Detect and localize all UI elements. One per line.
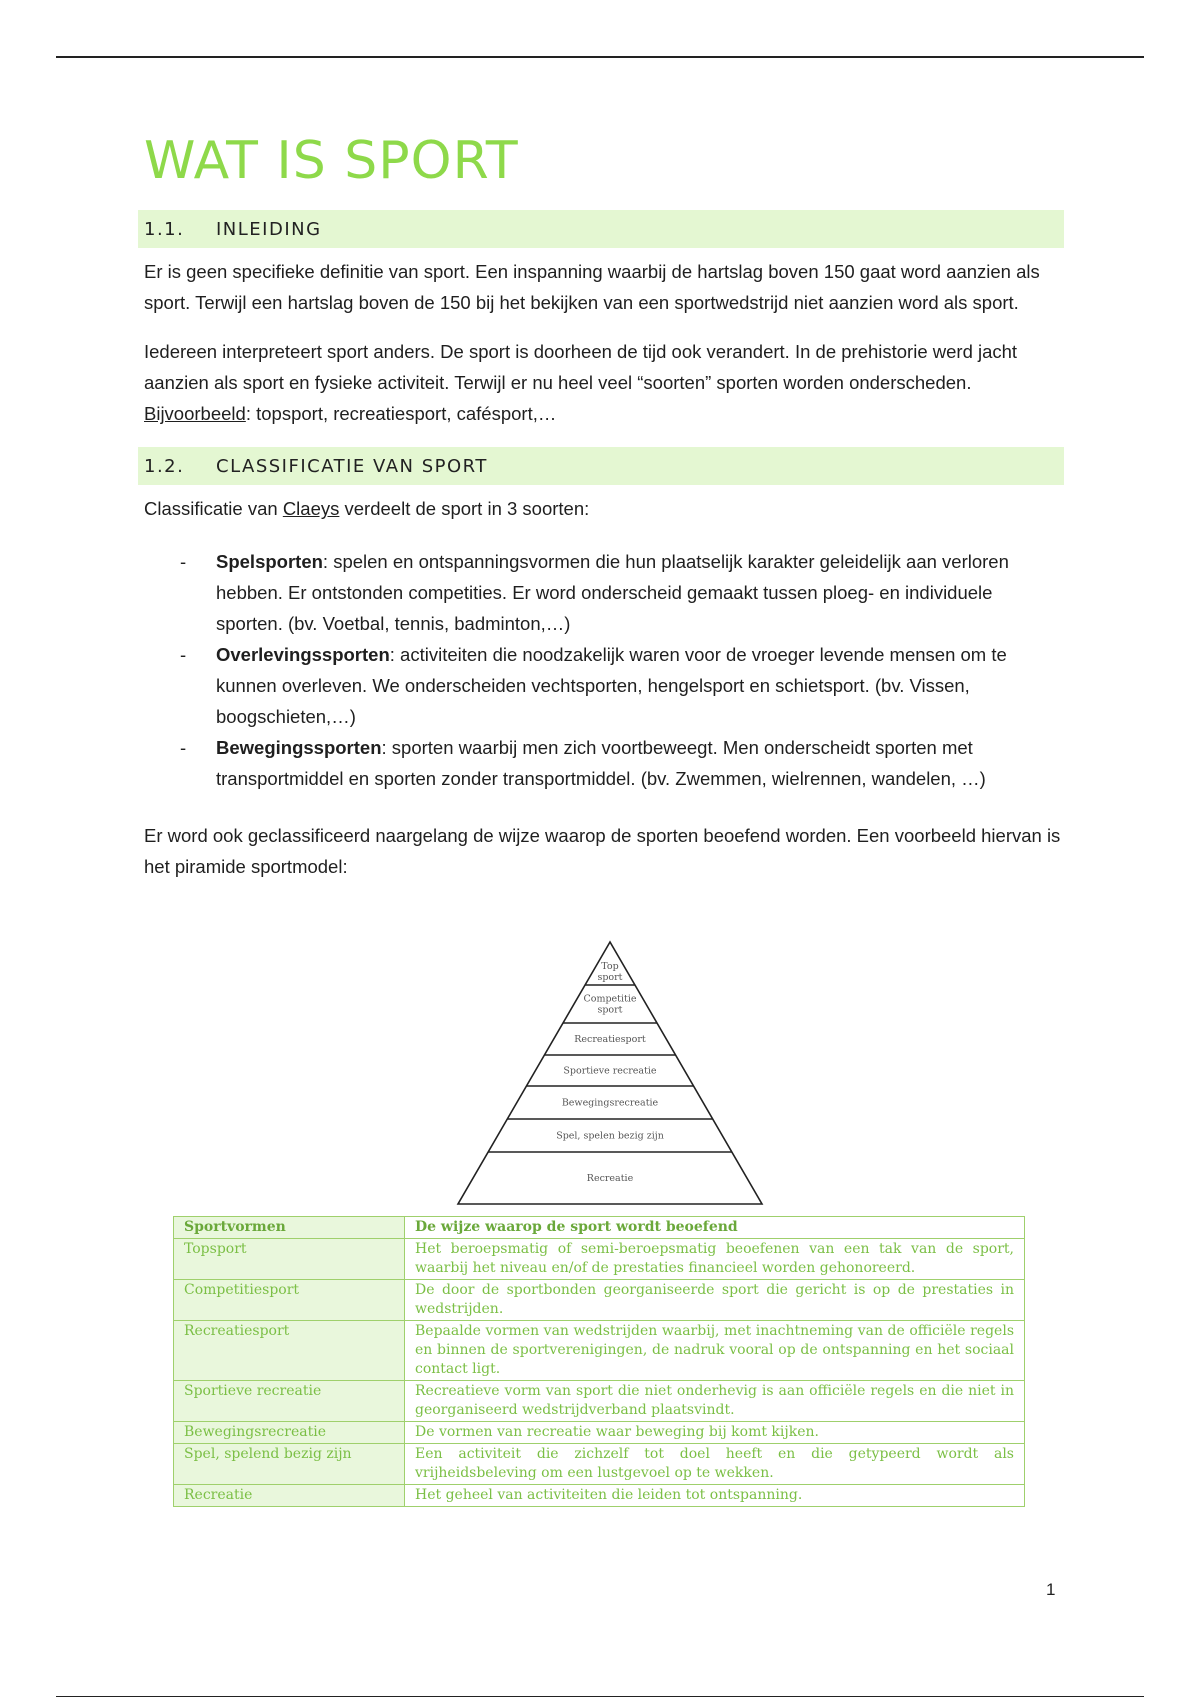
paragraph-definition: Er is geen specifieke definitie van sport. Een inspanning waarbij de hartslag boven 150 gaat word aanzien als sport. Terwijl een hartslag boven de 150 bij het bekijken van een sportwedstrijd niet aanzien word als sport. (144, 261, 1040, 314)
header-rule (56, 56, 1144, 58)
pyramid-level-label: Spel, spelen bezig zijn (556, 1130, 664, 1142)
intro-tail: verdeelt de sport in 3 soorten: (339, 498, 590, 520)
page-content (138, 130, 1064, 900)
underlined-word: Bijvoorbeeld (144, 403, 246, 425)
pyramid-level-label: Recreatie (586, 1173, 634, 1184)
table-cell-vorm: Recreatie (174, 1485, 405, 1507)
sport-forms-table (173, 1216, 1025, 1507)
table-cell-beschrijving: Recreatieve vorm van sport die niet onderhevig is aan officiële regels en die niet in georganiseerd wedstrijdverband plaatsvindt. (405, 1381, 1025, 1422)
pyramid-figure (450, 940, 770, 1208)
pyramid-level-label: Top (601, 961, 619, 972)
pyramid-level-label: Competitie (583, 993, 637, 1005)
table-cell-beschrijving: De vormen van recreatie waar beweging bij komt kijken. (405, 1422, 1025, 1444)
table-header-sportvormen: Sportvormen (174, 1217, 405, 1239)
underlined-name: Claeys (282, 498, 340, 520)
table-header-wijze: De wijze waarop de sport wordt beoefend (405, 1217, 1025, 1239)
table-cell-vorm: Topsport (174, 1239, 405, 1280)
paragraph-tail: : topsport, recreatiesport, cafésport,… (245, 403, 557, 425)
table-cell-vorm: Recreatiesport (174, 1321, 405, 1381)
paragraph-classification-intro (144, 493, 1064, 524)
paragraph-pyramid-intro: Er word ook geclassificeerd naargelang de wijze waarop de sporten beoefend worden. Een voorbeeld hiervan is het piramide sportmodel: (144, 825, 1061, 878)
table-row (174, 1444, 1025, 1485)
section-number: 1.1. (144, 218, 185, 240)
table-cell-beschrijving: De door de sportbonden georganiseerde sport die gericht is op de prestaties in wedstrijden. (405, 1280, 1025, 1321)
table-cell-vorm: Spel, spelend bezig zijn (174, 1444, 405, 1485)
page-title: WAT IS SPORT (144, 131, 519, 191)
table-row (174, 1280, 1025, 1321)
table-row (174, 1485, 1025, 1507)
page-number: 1 (1046, 1580, 1056, 1599)
section-heading-inleiding (138, 210, 1064, 248)
list-item-term: Bewegingssporten (216, 737, 382, 759)
list-item (138, 639, 1056, 732)
table-row (174, 1422, 1025, 1444)
table-cell-beschrijving: Bepaalde vormen van wedstrijden waarbij, met inachtneming van de officiële regels en binnen de sportverenigingen, de nadruk vooral op de ontspanning en het sociaal contact ligt. (405, 1321, 1025, 1381)
pyramid-level-label: Bewegingsrecreatie (561, 1097, 659, 1109)
list-item-text: : activiteiten die noodzakelijk waren voor de vroeger levende mensen om te kunnen overleven. We onderscheiden vechtsporten, hengelsport en schietsport. (bv. Vissen, boogschieten,…) (216, 644, 1007, 728)
pyramid-sport-model (450, 940, 770, 1208)
list-item (138, 732, 1056, 794)
table-header-row (174, 1217, 1025, 1239)
paragraph-interpretation (144, 336, 1064, 429)
pyramid-level-label: sport (597, 1004, 623, 1016)
paragraph-text: Iedereen interpreteert sport anders. De sport is doorheen de tijd ook verandert. In de prehistorie werd jacht aanzien als sport en fysieke activiteit. Terwijl er nu heel veel “soorten” sporten worden onderscheden. (144, 341, 1018, 394)
section-heading-classificatie (138, 447, 1064, 485)
list-item-term: Overlevingssporten (216, 644, 390, 666)
pyramid-level-label: Recreatiesport (574, 1034, 646, 1045)
table-row (174, 1239, 1025, 1280)
section-title: INLEIDING (216, 218, 322, 240)
table-cell-vorm: Sportieve recreatie (174, 1381, 405, 1422)
table-cell-vorm: Competitiesport (174, 1280, 405, 1321)
section-title: CLASSIFICATIE VAN SPORT (216, 455, 488, 477)
list-item-text: : spelen en ontspanningsvormen die hun plaatselijk karakter geleidelijk aan verloren hebben. Er ontstonden competities. Er word onderscheid gemaakt tussen ploeg- en individuele sporten. (bv. Voetbal, tennis, badminton,…) (216, 551, 1009, 635)
pyramid-level-label: sport (597, 972, 623, 983)
intro-text: Classificatie van (144, 498, 283, 520)
footer-rule (56, 1696, 1144, 1697)
section-number: 1.2. (144, 455, 185, 477)
list-item-term: Spelsporten (216, 551, 323, 573)
table-cell-beschrijving: Een activiteit die zichzelf tot doel heeft en die getypeerd wordt als vrijheidsbeleving om een lustgevoel op te wekken. (405, 1444, 1025, 1485)
table-cell-beschrijving: Het beroepsmatig of semi-beroepsmatig beoefenen van een tak van de sport, waarbij het niveau en/of de prestaties financieel worden gehonoreerd. (405, 1239, 1025, 1280)
table-cell-beschrijving: Het geheel van activiteiten die leiden tot ontspanning. (405, 1485, 1025, 1507)
pyramid-level-label: Sportieve recreatie (563, 1065, 657, 1077)
table-cell-vorm: Bewegingsrecreatie (174, 1422, 405, 1444)
list-item (138, 546, 1056, 639)
table-row (174, 1381, 1025, 1422)
sport-types-list (138, 546, 1064, 794)
list-item-text: : sporten waarbij men zich voortbeweegt. Men onderscheidt sporten met transportmiddel en sporten zonder transportmiddel. (bv. Zwemmen, wielrennen, wandelen, …) (216, 737, 986, 790)
table-row (174, 1321, 1025, 1381)
